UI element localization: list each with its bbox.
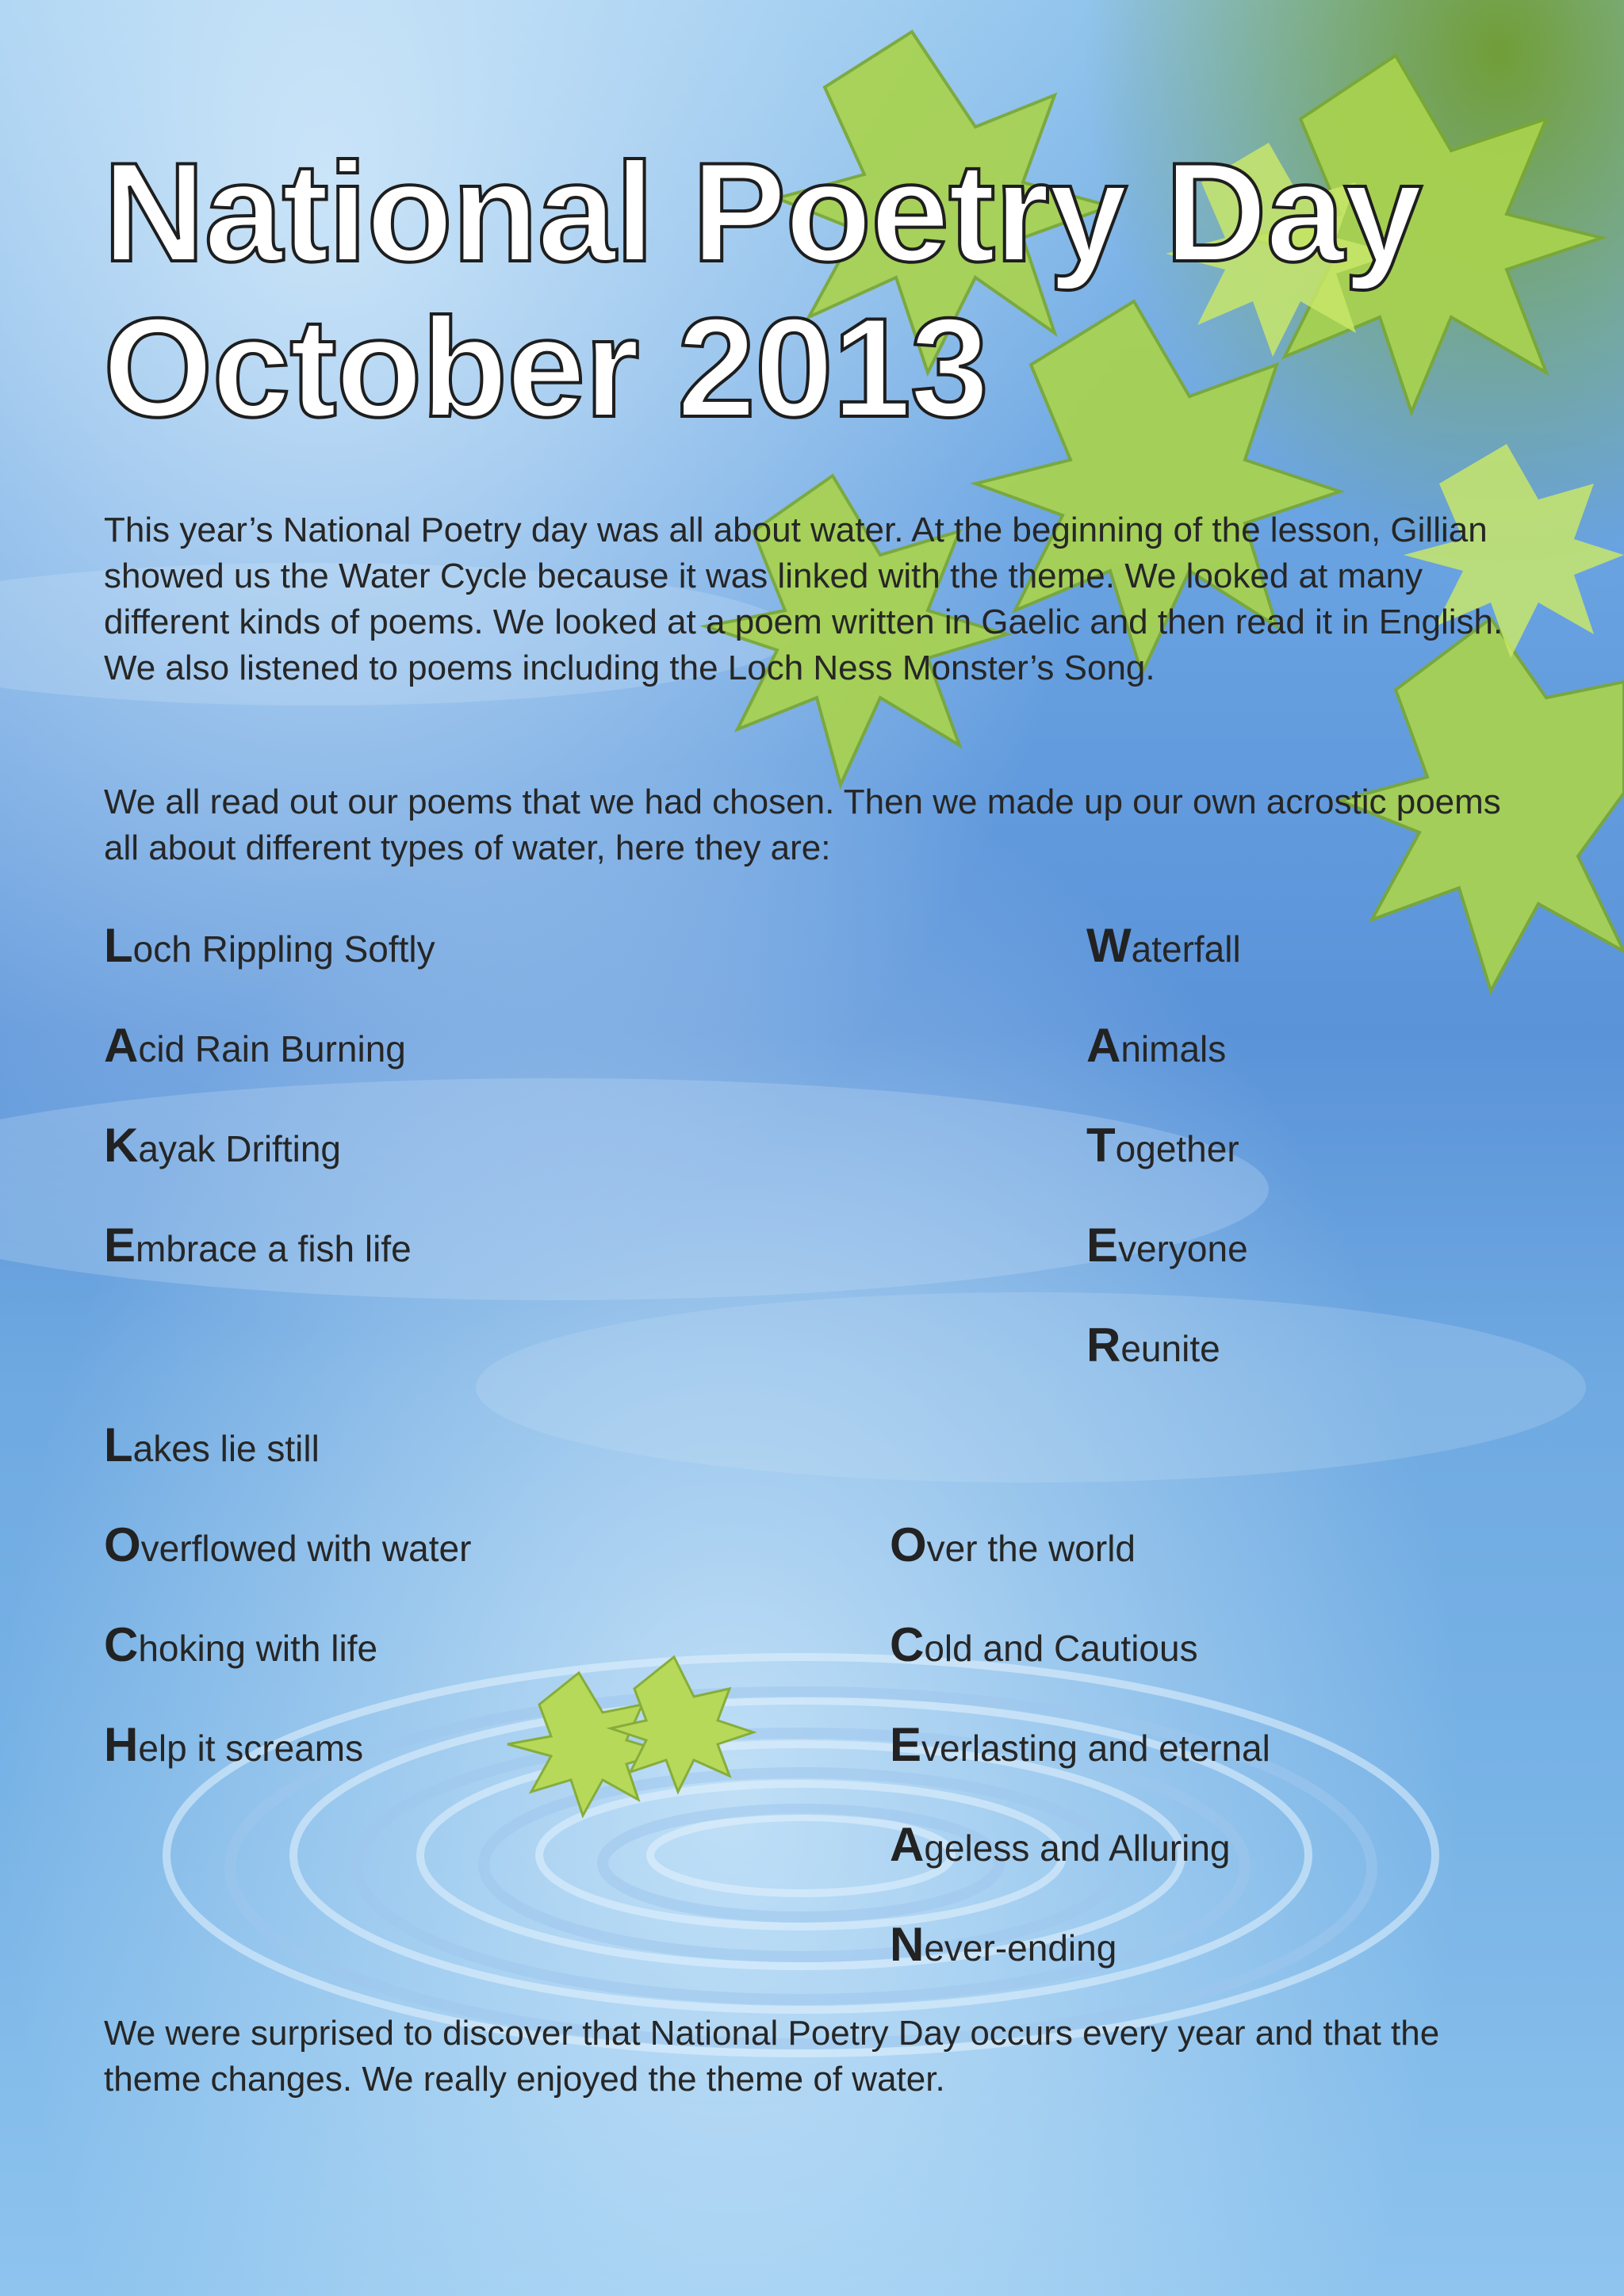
poem-line [104,1495,471,1595]
poem-line-text: mbrace a fish life [136,1228,412,1269]
poem-line-text: verflowed with water [140,1528,472,1569]
poem-initial: N [890,1918,925,1971]
poem-line [890,1795,1270,1895]
poem-line [1086,1196,1248,1295]
poem-initial: A [104,1019,139,1072]
poem-line-text: ogether [1115,1128,1239,1169]
poem-line-text: veryone [1118,1228,1248,1269]
poem-line [104,1096,435,1196]
poem-line-text: nimals [1120,1028,1227,1070]
poem-line-text: hoking with life [138,1628,378,1669]
poem-line-text: ayak Drifting [138,1128,341,1169]
poem-initial: H [104,1718,139,1771]
poem-line [1086,896,1248,996]
poem-line [104,996,435,1096]
poem-line [104,1395,471,1495]
poem-initial: E [104,1219,136,1272]
poem-line-text: elp it screams [138,1728,364,1769]
poem-line [1086,996,1248,1096]
intro-paragraph-1: This year’s National Poetry day was all about water. At the beginning of the lesson, Gillian showed us the Water Cycle because it was linked with the theme. We looked at many different kinds of poems. We looked at a poem written in Gaelic and then read it in English. We also listened to poems including the Loch Ness Monster’s Song. [104,511,1503,687]
poem-line [1086,1295,1248,1395]
title-line-2: October 2013 [103,289,988,446]
poem-line [104,1595,471,1695]
poster-title [103,135,1422,446]
poem-line-text: ver the world [926,1528,1136,1569]
poem-line [104,896,435,996]
poem-line [104,1196,435,1295]
poem-initial: E [890,1718,922,1771]
poem-line [1086,1096,1248,1196]
poem-initial: E [1086,1219,1119,1272]
closing-paragraph: We were surprised to discover that National Poetry Day occurs every year and that the theme changes. We really enjoyed the theme of water. [104,2014,1440,2099]
acrostic-poem-water [1086,896,1248,1395]
poem-line-text: verlasting and eternal [921,1728,1270,1769]
intro-paragraph-2: We all read out our poems that we had chosen. Then we made up our own acrostic poems all about different types of water, here they are: [104,783,1501,867]
poem-line-text: ever-ending [924,1927,1117,1969]
poem-initial: C [890,1618,925,1671]
poem-line-text: eunite [1120,1328,1220,1369]
poem-line [890,1695,1270,1795]
acrostic-poem-lake [104,896,435,1295]
poem-line [890,1495,1270,1595]
poem-line [104,1695,471,1795]
poem-line [890,1895,1270,1995]
poem-initial: O [104,1518,141,1571]
poem-line-text: cid Rain Burning [138,1028,406,1070]
poem-initial: T [1086,1119,1116,1172]
poem-line-text: och Rippling Softly [132,928,435,970]
poem-initial: W [1086,919,1132,972]
poem-initial: O [890,1518,927,1571]
poem-line-text: geless and Alluring [924,1827,1231,1869]
poem-line-text: aterfall [1131,928,1241,970]
poem-initial: R [1086,1318,1121,1372]
poem-initial: K [104,1119,139,1172]
poem-initial: L [104,1418,133,1471]
poem-initial: A [1086,1019,1121,1072]
title-line-1: National Poetry Day [103,133,1422,291]
poem-line-text: old and Cautious [924,1628,1198,1669]
acrostic-poem-loch [104,1395,471,1795]
poem-initial: C [104,1618,139,1671]
acrostic-poem-ocean [890,1495,1270,1995]
poem-line-text: akes lie still [132,1428,320,1469]
poem-initial: L [104,919,133,972]
poem-initial: A [890,1818,925,1871]
poem-line [890,1595,1270,1695]
